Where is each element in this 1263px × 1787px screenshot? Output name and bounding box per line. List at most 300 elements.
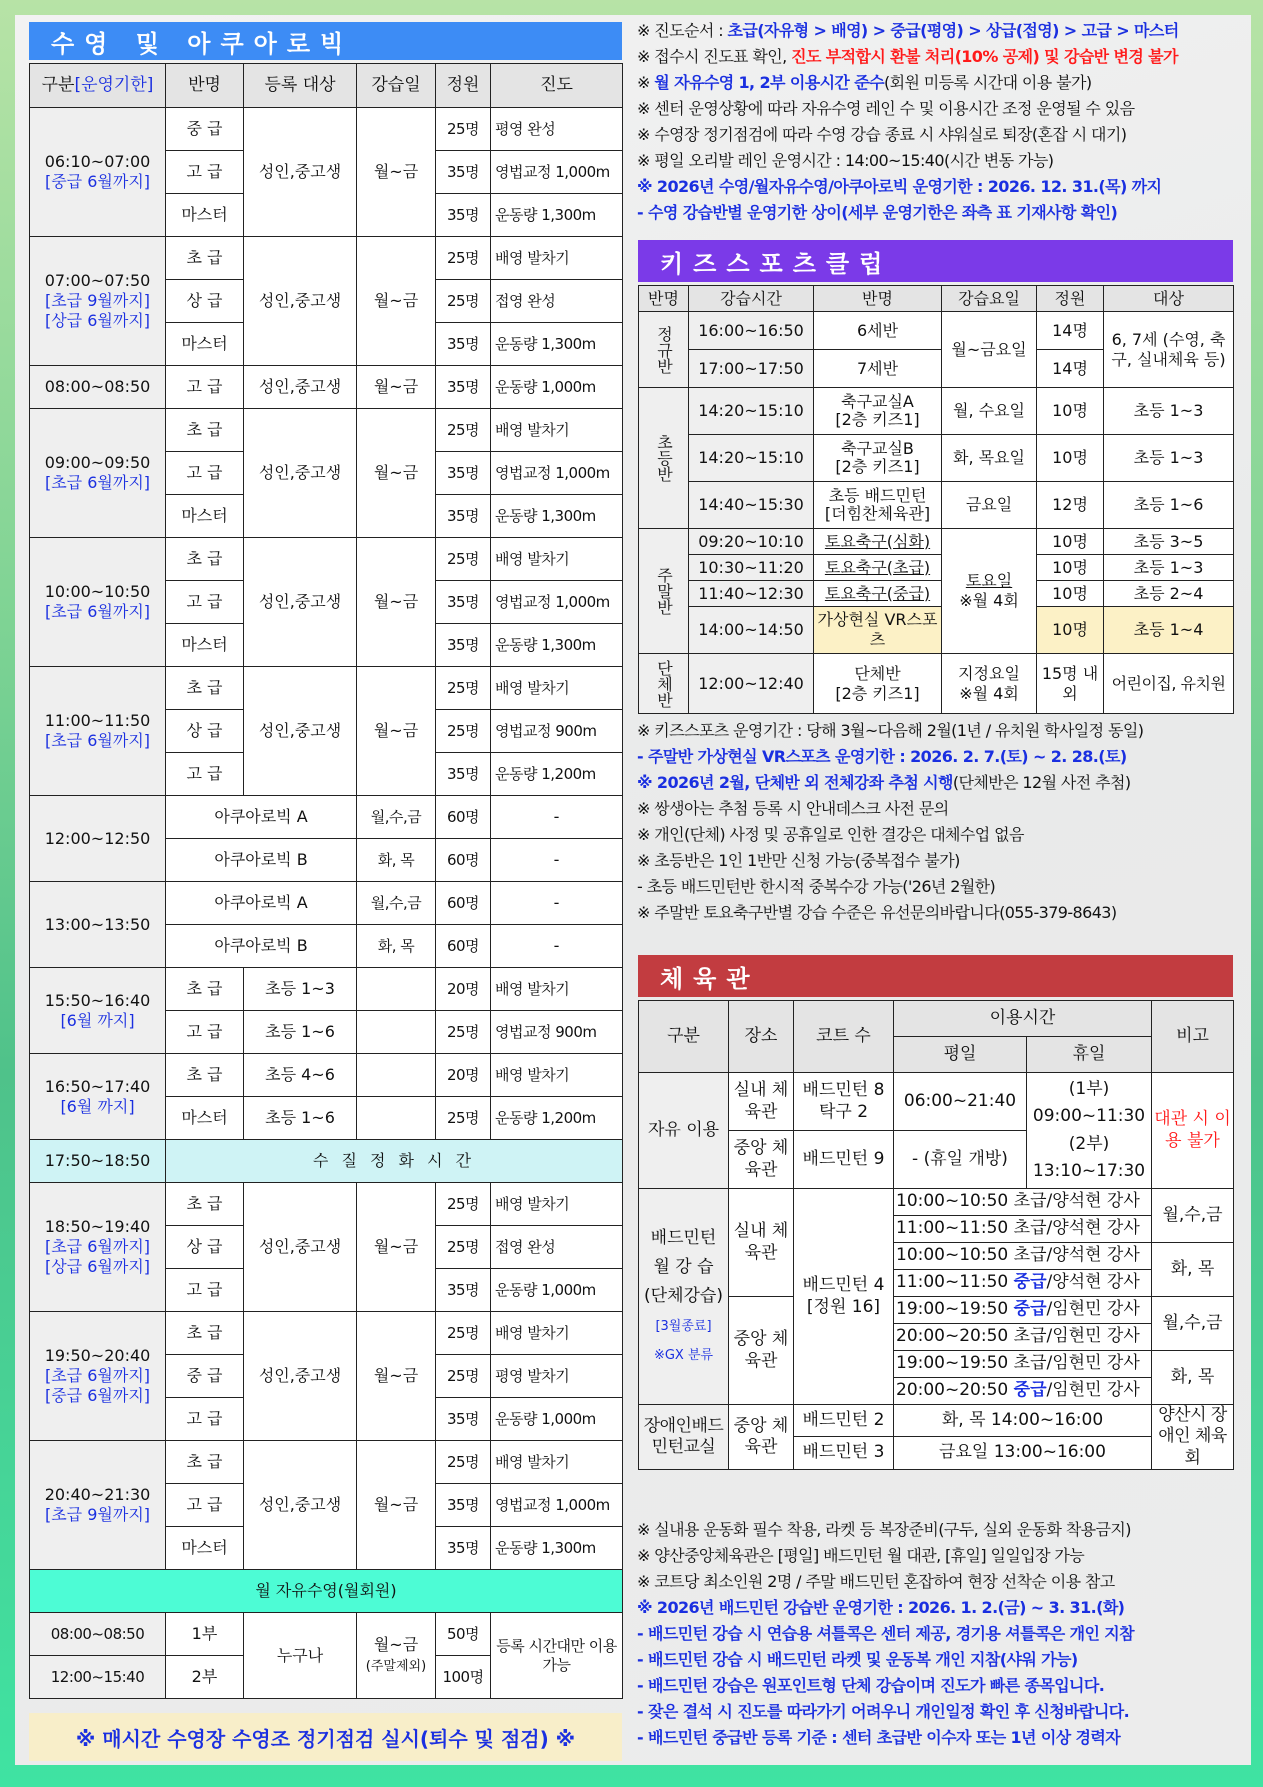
place: 중앙 체육관 (729, 1297, 794, 1405)
note-line (637, 848, 1237, 874)
note-text: ※ (637, 73, 655, 92)
class-name: 초 급 (166, 968, 244, 1011)
capacity: 35명 (436, 753, 491, 796)
capacity: 35명 (436, 366, 491, 409)
gym-header-row (639, 1001, 1234, 1037)
class-name: 고 급 (166, 1011, 244, 1054)
note-text: ※ 코트당 최소인원 2명 / 주말 배드민턴 혼잡하여 현장 선착순 이용 참고 (637, 1572, 1115, 1591)
period-note: [초급 6월까지] (44, 1237, 151, 1256)
progress: 운동량 1,000m (491, 366, 623, 409)
target: 성인,중고생 (244, 409, 357, 538)
capacity: 20명 (436, 968, 491, 1011)
time-slot (30, 968, 166, 1054)
courts: 배드민턴 3 (794, 1437, 894, 1469)
header-progress: 진도 (491, 64, 623, 108)
section-label: 단체반 (639, 654, 689, 714)
note-line (637, 1621, 1237, 1647)
session-level: 중급 (1013, 1299, 1047, 1320)
place: 실내 체육관 (729, 1189, 794, 1297)
note-highlight: 초급(자유형 > 배영) > 중급(평영) > 상급(접영) > 고급 > 마스터 (727, 21, 1179, 40)
swim-row (30, 667, 623, 710)
period-note: [초급 6월까지] (44, 1366, 151, 1385)
days: 월~금 (357, 667, 436, 796)
time-slot (30, 667, 166, 796)
target: 초등 1~4 (1104, 607, 1234, 654)
place: 중앙 체육관 (729, 1131, 794, 1189)
time-slot: 14:20~15:10 (689, 435, 814, 482)
note-text: - 초등 배드민턴반 한시적 중복수강 가능('26년 2월한) (637, 877, 996, 896)
courts-text: 배드민턴 4 (802, 1275, 885, 1296)
progress: 배영 발차기 (491, 237, 623, 280)
gym-lesson-row (639, 1297, 1234, 1324)
class-name: 중 급 (166, 1355, 244, 1398)
time-slot: 13:00~13:50 (30, 882, 166, 968)
progress: 접영 완성 (491, 1226, 623, 1269)
note-line (637, 1699, 1237, 1725)
days-text: 토요일 (965, 571, 1013, 590)
capacity: 15명 내외 (1037, 654, 1104, 714)
session-level: 초급 (1013, 1326, 1047, 1347)
period-note: [상급 6월까지] (44, 311, 151, 330)
session-coach: /임현민 강사 (1046, 1353, 1140, 1374)
note-line (637, 718, 1237, 744)
capacity: 35명 (436, 1484, 491, 1527)
capacity: 25명 (436, 237, 491, 280)
kids-header: 반명 (814, 286, 942, 312)
progress: 평영 완성 (491, 108, 623, 151)
gym-disabled-row (639, 1405, 1234, 1437)
class-location: [2층 키즈1] (835, 457, 920, 476)
class-name (814, 435, 942, 482)
session-time: 20:00~20:50 (896, 1326, 1009, 1347)
kids-weekend-row (639, 581, 1234, 607)
header-courts: 코트 수 (794, 1001, 894, 1073)
days: 월~금 (357, 1441, 436, 1570)
courts: 배드민턴 8 탁구 2 (794, 1073, 894, 1131)
capacity: 25명 (436, 710, 491, 753)
class-name: 7세반 (814, 350, 942, 388)
class-name: 토요축구(심화) (814, 529, 942, 555)
capacity: 25명 (436, 280, 491, 323)
time-slot (30, 1183, 166, 1312)
time-range: 09:00~09:50 (44, 453, 151, 472)
progress: 운동량 1,300m (491, 495, 623, 538)
capacity: 35명 (436, 1398, 491, 1441)
capacity: 25명 (436, 1011, 491, 1054)
type-label: 자유 이용 (639, 1073, 729, 1189)
note-text: ※ 초등반은 1인 1반만 신청 가능(중복접수 불가) (637, 851, 960, 870)
class-name: 가상현실 VR스포츠 (814, 607, 942, 654)
capacity: 25명 (436, 538, 491, 581)
class-location: [2층 키즈1] (835, 683, 920, 703)
days: 월~금 (357, 409, 436, 538)
kids-weekend-row (639, 529, 1234, 555)
progress: 운동량 1,200m (491, 1097, 623, 1140)
capacity: 25명 (436, 1226, 491, 1269)
note-text: ※ 진도순서 : (637, 21, 728, 40)
class-name: 마스터 (166, 495, 244, 538)
class-name: 아쿠아로빅 A (166, 796, 357, 839)
progress: 운동량 1,300m (491, 624, 623, 667)
kids-header: 정원 (1037, 286, 1104, 312)
lesson-note: [3월종료] ※GX 분류 (653, 1318, 714, 1363)
target: 어린이집, 유치원 (1104, 654, 1234, 714)
capacity: 35명 (436, 452, 491, 495)
progress: 영법교정 900m (491, 1011, 623, 1054)
capacity: 10명 (1037, 607, 1104, 654)
target: 초등 3~5 (1104, 529, 1234, 555)
note-text: (단체반은 12월 사전 추첨) (952, 773, 1131, 792)
progress: - (491, 839, 623, 882)
days: 화, 목요일 (942, 435, 1037, 482)
session-level: 초급 (1013, 1191, 1047, 1212)
note-highlight: 진도 부적합시 환불 처리(10% 공제) 및 강습반 변경 불가 (791, 47, 1178, 66)
class-name: 초 급 (166, 667, 244, 710)
days-note: ※월 4회 (959, 683, 1019, 703)
header-type: 구분 (639, 1001, 729, 1073)
time-slot: 10:30~11:20 (689, 555, 814, 581)
note-line (637, 174, 1237, 200)
time-range: 11:00~11:50 (44, 711, 151, 730)
free-swim-header-row (30, 1570, 623, 1613)
days: 월~금 (357, 1183, 436, 1312)
class-name: 상 급 (166, 710, 244, 753)
note-line (637, 70, 1237, 96)
note-text: ※ 실내용 운동화 필수 착용, 라켓 등 복장준비(구두, 실외 운동화 착용금지) (637, 1520, 1131, 1539)
note-highlight: - 수영 강습반별 운영기한 상이(세부 운영기한은 좌측 표 기재사항 확인) (637, 203, 1118, 222)
session-coach: /임현민 강사 (1046, 1380, 1140, 1401)
type-label: 장애인배드 민턴교실 (639, 1405, 729, 1470)
time-slot: 11:40~12:30 (689, 581, 814, 607)
note-line (637, 18, 1237, 44)
remark: 양산시 장애인 체육회 (1152, 1405, 1234, 1470)
kids-elementary-row (639, 388, 1234, 435)
time-range: 19:50~20:40 (44, 1346, 151, 1365)
capacity: 14명 (1037, 350, 1104, 388)
courts: 배드민턴 9 (794, 1131, 894, 1189)
progress: 운동량 1,300m (491, 323, 623, 366)
progress: 평영 발차기 (491, 1355, 623, 1398)
session-time: 20:00~20:50 (896, 1380, 1009, 1401)
period-note: [6월 까지] (60, 1096, 135, 1116)
session-time: 10:00~10:50 (896, 1191, 1009, 1212)
time-slot: 12:00~12:50 (30, 796, 166, 882)
note-line (637, 874, 1237, 900)
note-line (637, 1647, 1237, 1673)
progress: 배영 발차기 (491, 1312, 623, 1355)
capacity: 60명 (436, 796, 491, 839)
header-remark: 비고 (1152, 1001, 1234, 1073)
days: 화, 목 (1152, 1243, 1234, 1297)
days: 월~금요일 (942, 312, 1037, 388)
session-time: 11:00~11:50 (896, 1218, 1009, 1239)
water-purification-label: 수 질 정 화 시 간 (166, 1140, 623, 1183)
capacity: 35명 (436, 581, 491, 624)
class-name: 마스터 (166, 1097, 244, 1140)
target: 성인,중고생 (244, 1312, 357, 1441)
time-slot (30, 237, 166, 366)
note-highlight: 월 자유수영 1, 2부 이용시간 준수 (654, 73, 884, 92)
progress: 배영 발차기 (491, 409, 623, 452)
progress: 접영 완성 (491, 280, 623, 323)
target: 누구나 (244, 1613, 357, 1699)
capacity: 25명 (436, 1441, 491, 1484)
class-name: 초 급 (166, 1441, 244, 1484)
time-range: 07:00~07:50 (44, 271, 151, 290)
target: 성인,중고생 (244, 237, 357, 366)
note-line (637, 1725, 1237, 1751)
time-slot: 17:00~17:50 (689, 350, 814, 388)
class-title: 축구교실B (841, 439, 914, 459)
kids-weekend-row (639, 607, 1234, 654)
time-slot: 12:00~12:40 (689, 654, 814, 714)
progress: 운동량 1,000m (491, 1269, 623, 1312)
class-name: 초 급 (166, 1312, 244, 1355)
progress: 운동량 1,300m (491, 194, 623, 237)
header-period: 구분 (41, 74, 75, 95)
time-slot (30, 538, 166, 667)
lesson-session (894, 1378, 1152, 1405)
capacity: 25명 (436, 667, 491, 710)
days: 월~금 (357, 237, 436, 366)
days: 월~금 (357, 538, 436, 667)
swim-row (30, 237, 623, 280)
capacity: 35명 (436, 495, 491, 538)
note-highlight: ※ 2026년 2월, 단체반 외 전체강좌 추첨 시행 (637, 773, 953, 792)
target: 성인,중고생 (244, 108, 357, 237)
capacity: 60명 (436, 839, 491, 882)
class-name: 고 급 (166, 452, 244, 495)
purify-row (30, 1140, 623, 1183)
section-label: 정규반 (639, 312, 689, 388)
target: 초등 1~6 (244, 1011, 357, 1054)
time-slot (30, 108, 166, 237)
note-text: ※ 센터 운영상황에 따라 자유수영 레인 수 및 이용시간 조정 운영될 수 있음 (637, 99, 1135, 118)
lesson-session (894, 1270, 1152, 1297)
capacity: 10명 (1037, 388, 1104, 435)
header-weekday: 평일 (894, 1037, 1027, 1073)
days (357, 1613, 436, 1699)
swim-section-title: 수영 및 아쿠아로빅 (29, 22, 622, 60)
capacity: 25명 (436, 1312, 491, 1355)
session-time: 11:00~11:50 (896, 1272, 1009, 1293)
courts (794, 1189, 894, 1405)
holiday-line: (2부) (1068, 1133, 1110, 1154)
note-text: ※ 평일 오리발 레인 운영시간 : 14:00~15:40(시간 변동 가능) (637, 151, 1054, 170)
note-highlight: - 배드민턴 강습 시 연습용 셔틀콕은 센터 제공, 경기용 셔틀콕은 개인 지참 (637, 1624, 1135, 1643)
swim-row (30, 1183, 623, 1226)
days: 월~금 (357, 366, 436, 409)
days (357, 968, 436, 1011)
time-slot (30, 1312, 166, 1441)
progress: 운동량 1,300m (491, 1527, 623, 1570)
progress: - (491, 882, 623, 925)
note-text: ※ 키즈스포츠 운영기간 : 당해 3월~다음해 2월(1년 / 유치원 학사일정 동일) (637, 721, 1144, 740)
part: 2부 (166, 1656, 244, 1699)
days (942, 529, 1037, 654)
lesson-session (894, 1324, 1152, 1351)
header-holiday: 휴일 (1027, 1037, 1152, 1073)
time-slot: 14:00~14:50 (689, 607, 814, 654)
days: 월~금 (357, 108, 436, 237)
days: 금요일 (942, 482, 1037, 529)
capacity: 60명 (436, 882, 491, 925)
time-slot: 12:00~15:40 (30, 1656, 166, 1699)
kids-weekend-row (639, 555, 1234, 581)
class-name: 고 급 (166, 753, 244, 796)
time-slot (30, 366, 166, 409)
class-name: 고 급 (166, 1269, 244, 1312)
note-highlight: - 주말반 가상현실 VR스포츠 운영기한 : 2026. 2. 7.(토) ~ 2. 28.(토) (637, 747, 1127, 766)
class-name (814, 388, 942, 435)
class-name: 초 급 (166, 409, 244, 452)
time-range: 10:00~10:50 (44, 582, 151, 601)
period-note: [중급 6월까지] (44, 172, 151, 191)
period-note: [6월 까지] (60, 1010, 135, 1030)
session-level: 초급 (1013, 1218, 1047, 1239)
courts: 배드민턴 2 (794, 1405, 894, 1437)
days: 화, 목 (357, 925, 436, 968)
kids-swim-row (30, 1054, 623, 1097)
class-name: 아쿠아로빅 A (166, 882, 357, 925)
kids-header: 강습요일 (942, 286, 1037, 312)
session-coach: /임현민 강사 (1046, 1326, 1140, 1347)
capacity: 60명 (436, 925, 491, 968)
weekday-hours: 06:00~21:40 (894, 1073, 1027, 1131)
header-days: 강습일 (357, 64, 436, 108)
time-slot: 17:50~18:50 (30, 1140, 166, 1183)
time-range: 06:10~07:00 (44, 152, 151, 171)
target: 초등 1~3 (1104, 388, 1234, 435)
holiday-hours (1027, 1073, 1152, 1189)
class-name: 6세반 (814, 312, 942, 350)
note-line (637, 1517, 1237, 1543)
class-name: 토요축구(초급) (814, 555, 942, 581)
kids-elementary-row (639, 435, 1234, 482)
kids-header: 대상 (1104, 286, 1234, 312)
progress: 배영 발차기 (491, 667, 623, 710)
class-title: 초등 배드민턴 (828, 486, 927, 506)
progress: - (491, 925, 623, 968)
session-coach: /양석현 강사 (1046, 1191, 1140, 1212)
gym-schedule-table (638, 1000, 1234, 1470)
header-target: 등록 대상 (244, 64, 357, 108)
kids-schedule-table (638, 285, 1234, 714)
note-text: ※ 수영장 정기점검에 따라 수영 강습 종료 시 샤워실로 퇴장(혼잡 시 대기) (637, 125, 1127, 144)
progress: 운동량 1,000m (491, 1398, 623, 1441)
courts-note: [정원 16] (806, 1296, 881, 1317)
aqua-row (30, 796, 623, 839)
session-time: 19:00~19:50 (896, 1353, 1009, 1374)
class-title: 단체반 (854, 663, 901, 683)
class-name: 초 급 (166, 237, 244, 280)
capacity: 25명 (436, 1183, 491, 1226)
note-highlight: - 배드민턴 강습 시 배드민턴 라켓 및 운동복 개인 지참(샤워 가능) (637, 1650, 1078, 1669)
progress: 영법교정 1,000m (491, 452, 623, 495)
kids-regular-row (639, 312, 1234, 350)
days: 월,수,금 (1152, 1297, 1234, 1351)
days (942, 654, 1037, 714)
kids-group-row (639, 654, 1234, 714)
note-highlight: ※ 2026년 배드민턴 강습반 운영기한 : 2026. 1. 2.(금) ~ 3. 31.(화) (637, 1598, 1125, 1617)
header-hours: 이용시간 (894, 1001, 1152, 1037)
time-range: 08:00~08:50 (44, 377, 151, 396)
part: 1부 (166, 1613, 244, 1656)
note-text: ※ 개인(단체) 사정 및 공휴일로 인한 결강은 대체수업 없음 (637, 825, 1024, 844)
time-slot: 08:00~08:50 (30, 1613, 166, 1656)
note-line (637, 1569, 1237, 1595)
gym-notes (637, 1517, 1237, 1751)
progress: 배영 발차기 (491, 538, 623, 581)
session-level: 중급 (1013, 1272, 1047, 1293)
capacity: 35명 (436, 151, 491, 194)
progress: 영법교정 1,000m (491, 1484, 623, 1527)
class-name: 마스터 (166, 194, 244, 237)
target: 성인,중고생 (244, 1441, 357, 1570)
session-coach: /임현민 강사 (1046, 1299, 1140, 1320)
target: 초등 1~3 (244, 968, 357, 1011)
kids-elementary-row (639, 482, 1234, 529)
session-time: 19:00~19:50 (896, 1299, 1009, 1320)
class-name: 상 급 (166, 280, 244, 323)
capacity: 35명 (436, 1269, 491, 1312)
gym-section-title: 체육관 (638, 955, 1233, 997)
note-highlight: - 잦은 결석 시 진도를 따라가기 어려우니 개인일정 확인 후 신청바랍니다. (637, 1702, 1130, 1721)
progress: 영법교정 1,000m (491, 581, 623, 624)
days-text: 월~금 (373, 1635, 419, 1655)
days: 월,수,금 (357, 796, 436, 839)
time-slot: 14:20~15:10 (689, 388, 814, 435)
class-location: [더힘찬체육관] (824, 504, 931, 523)
swim-row (30, 409, 623, 452)
note-highlight: - 배드민턴 중급반 등록 기준 : 센터 초급반 이수자 또는 1년 이상 경력자 (637, 1728, 1121, 1747)
remark: 대관 시 이용 불가 (1152, 1073, 1234, 1189)
session-time: 10:00~10:50 (896, 1245, 1009, 1266)
lesson-session (894, 1297, 1152, 1324)
place: 중앙 체육관 (729, 1405, 794, 1470)
swim-row (30, 366, 623, 409)
note-line (637, 796, 1237, 822)
class-location: [2층 키즈1] (835, 410, 920, 429)
period-note: [상급 6월까지] (44, 1257, 151, 1276)
time-range: 20:40~21:30 (44, 1485, 151, 1504)
target: 초등 1~3 (1104, 435, 1234, 482)
lesson-label: 배드민턴 월 강 습 (단체강습) (644, 1228, 723, 1307)
period-note: [중급 6월까지] (44, 1386, 151, 1405)
lesson-session (894, 1243, 1152, 1270)
lesson-session (894, 1351, 1152, 1378)
target: 초등 1~6 (244, 1097, 357, 1140)
capacity: 10명 (1037, 435, 1104, 482)
place: 실내 체육관 (729, 1073, 794, 1131)
session-coach: /양석현 강사 (1046, 1218, 1140, 1239)
section-label: 초등반 (639, 388, 689, 529)
days: 화, 목 (1152, 1351, 1234, 1405)
period-note: [초급 6월까지] (44, 473, 151, 492)
progress: 배영 발차기 (491, 1441, 623, 1484)
type-label (639, 1189, 729, 1405)
progress: 배영 발차기 (491, 968, 623, 1011)
period-note: [초급 9월까지] (44, 291, 151, 310)
note-line (637, 900, 1237, 926)
note-text: (회원 미등록 시간대 이용 불가) (883, 73, 1092, 92)
kids-header: 반명 (639, 286, 689, 312)
note-text: ※ 양산중앙체육관은 [평일] 배드민턴 월 대관, [휴일] 일일입장 가능 (637, 1546, 1085, 1565)
class-name: 아쿠아로빅 B (166, 839, 357, 882)
kids-header-row (639, 286, 1234, 312)
note-line (637, 122, 1237, 148)
holiday-line: 13:10~17:30 (1032, 1160, 1146, 1181)
